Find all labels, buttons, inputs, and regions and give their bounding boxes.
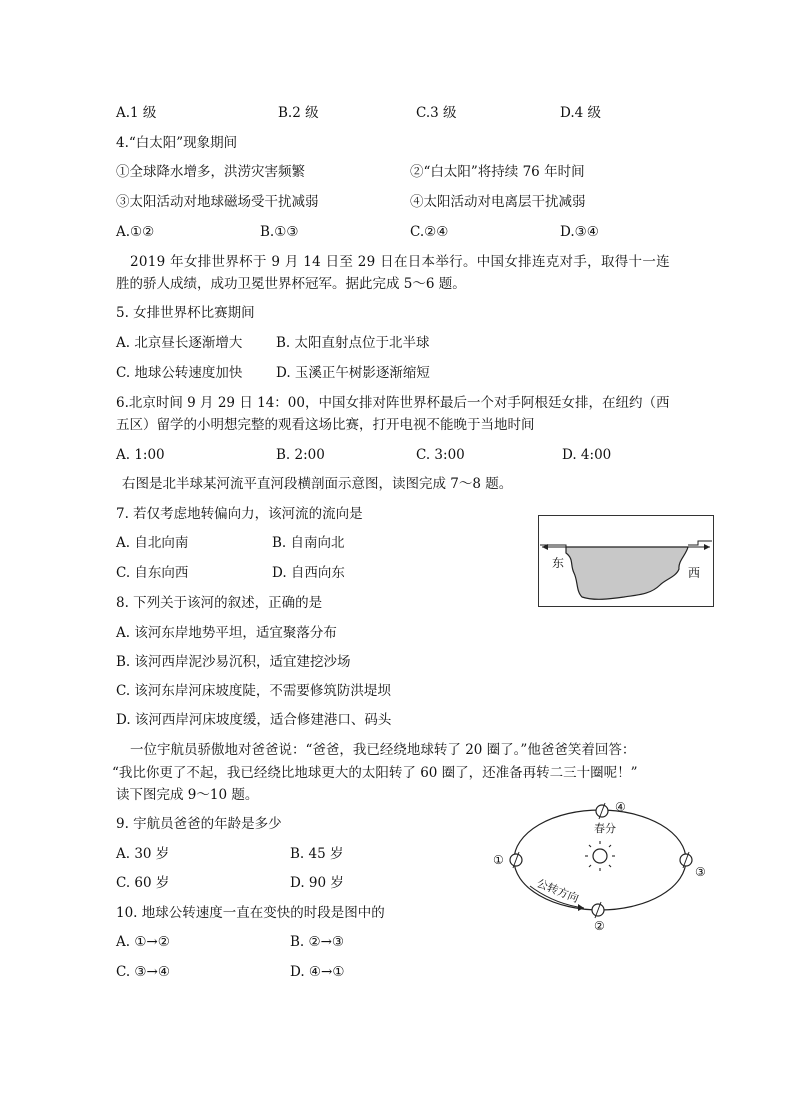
q6-option-b: B. 2:00 [276, 447, 325, 463]
q9-option-a: A. 30 岁 [116, 846, 170, 862]
label-p3: ③ [695, 865, 706, 879]
label-east: 东 [552, 556, 565, 570]
sun-icon [585, 841, 615, 871]
q10-option-b: B. ②→③ [290, 934, 345, 950]
label-orbit-direction: 公转方向 [534, 876, 581, 906]
river-cross-section-diagram [538, 515, 714, 607]
q4-item-1: ①全球降水增多，洪涝灾害频繁 [116, 164, 305, 180]
passage3-line3: 读下图完成 9～10 题。 [116, 787, 259, 803]
q5-option-b: B. 太阳直射点位于北半球 [276, 335, 430, 351]
label-spring-equinox: 春分 [594, 822, 616, 835]
q3-option-b: B.2 级 [278, 105, 319, 121]
q3-option-c: C.3 级 [416, 105, 457, 121]
earth-orbit-diagram [490, 798, 714, 934]
label-p4: ④ [615, 800, 626, 814]
q7-option-d: D. 自西向东 [272, 565, 345, 581]
q9-stem: 9. 宇航员爸爸的年龄是多少 [116, 816, 282, 832]
q6-stem-line1: 6.北京时间 9 月 29 日 14：00，中国女排对阵世界杯最后一个对手阿根廷女排，在纽约（西 [116, 395, 670, 411]
q4-item-2: ②“白太阳”将持续 76 年时间 [410, 164, 585, 180]
label-p2: ② [594, 919, 605, 933]
earth-position-left [510, 852, 522, 868]
q10-option-d: D. ④→① [290, 964, 345, 980]
q6-option-c: C. 3:00 [416, 447, 465, 463]
earth-position-right [680, 852, 692, 868]
passage2: 右图是北半球某河流平直河段横剖面示意图，读图完成 7～8 题。 [122, 476, 513, 492]
q5-stem: 5. 女排世界杯比赛期间 [116, 305, 255, 321]
q5-option-a: A. 北京昼长逐渐增大 [116, 335, 243, 351]
q4-item-3: ③太阳活动对地球磁场受干扰减弱 [116, 194, 319, 210]
passage3-line1: 一位宇航员骄傲地对爸爸说：“爸爸，我已经绕地球转了 20 圈了。”他爸爸笑着回答： [130, 742, 636, 758]
q5-option-d: D. 玉溪正午树影逐渐缩短 [276, 365, 430, 381]
q9-option-b: B. 45 岁 [290, 846, 344, 862]
q8-option-a: A. 该河东岸地势平坦，适宜聚落分布 [116, 625, 337, 641]
q5-option-c: C. 地球公转速度加快 [116, 365, 243, 381]
q4-option-d: D.③④ [560, 224, 599, 240]
q8-option-b: B. 该河西岸泥沙易沉积，适宜建挖沙场 [116, 654, 351, 670]
earth-position-top [596, 803, 608, 819]
q3-option-a: A.1 级 [116, 105, 157, 121]
q7-option-c: C. 自东向西 [116, 565, 189, 581]
q4-option-a: A.①② [116, 224, 155, 240]
passage1-line2: 胜的骄人成绩，成功卫冕世界杯冠军。据此完成 5～6 题。 [116, 276, 466, 292]
q4-option-b: B.①③ [260, 224, 299, 240]
q4-stem: 4.“白太阳”现象期间 [116, 135, 238, 151]
passage1-line1: 2019 年女排世界杯于 9 月 14 日至 29 日在日本举行。中国女排连克对手，取得十一连 [130, 254, 670, 270]
earth-orbit-figure [490, 798, 714, 934]
q9-option-d: D. 90 岁 [290, 875, 344, 891]
q10-option-a: A. ①→② [116, 934, 170, 950]
q9-option-c: C. 60 岁 [116, 875, 170, 891]
q4-item-4: ④太阳活动对电离层干扰减弱 [410, 194, 586, 210]
river-cross-section-figure [538, 515, 714, 607]
passage3-line2: “我比你更了不起，我已经绕比地球更大的太阳转了 60 圈了，还准备再转二三十圈呢！” [112, 765, 638, 781]
q7-option-a: A. 自北向南 [116, 535, 189, 551]
q7-option-b: B. 自南向北 [272, 535, 345, 551]
q6-option-a: A. 1:00 [116, 447, 165, 463]
q8-stem: 8. 下列关于该河的叙述，正确的是 [116, 595, 323, 611]
q4-option-c: C.②④ [410, 224, 449, 240]
q8-option-c: C. 该河东岸河床坡度陡，不需要修筑防洪堤坝 [116, 683, 391, 699]
q10-option-c: C. ③→④ [116, 964, 170, 980]
q6-stem-line2: 五区）留学的小明想完整的观看这场比赛，打开电视不能晚于当地时间 [116, 417, 535, 433]
label-p1: ① [493, 853, 504, 867]
q7-stem: 7. 若仅考虑地转偏向力，该河流的流向是 [116, 506, 363, 522]
q8-option-d: D. 该河西岸河床坡度缓，适合修建港口、码头 [116, 712, 392, 728]
q10-stem: 10. 地球公转速度一直在变快的时段是图中的 [116, 905, 385, 921]
q3-option-d: D.4 级 [560, 105, 602, 121]
earth-position-bottom [592, 902, 604, 918]
q6-option-d: D. 4:00 [562, 447, 612, 463]
label-west: 西 [688, 566, 701, 580]
